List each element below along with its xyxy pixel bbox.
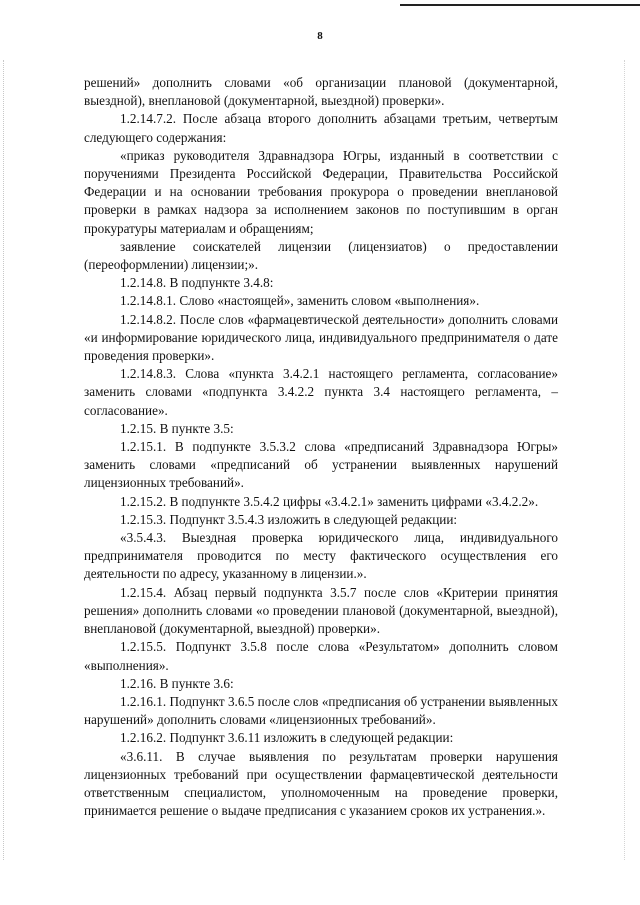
paragraph: «3.5.4.3. Выездная проверка юридического лица, индивидуального предпринимателя проводится по месту фактического осуществления его деятельности по адресу, указанному в лицензии.». [84, 530, 558, 582]
paragraph: заявление соискателей лицензии (лицензиатов) о предоставлении (переоформлении) лицензии;». [84, 238, 558, 273]
paragraph: 1.2.16. В пункте 3.6: [120, 675, 234, 691]
paragraph: 1.2.16.2. Подпункт 3.6.11 изложить в следующей редакции: [120, 730, 454, 746]
top-rule [400, 4, 640, 6]
document-body [84, 74, 558, 820]
paragraph: «приказ руководителя Здравнадзора Югры, изданный в соответствии с поручениями Президента Российской Федерации, Правительства Российской Федерации и на основании требования прокурора о проведении внеплановой проверки в рамках надзора за исполнением законов по поступившим в орган прокуратуры материалам и обращениям; [84, 147, 558, 236]
paragraph: 1.2.15.4. Абзац первый подпункта 3.5.7 после слов «Критерии принятия решения» дополнить словами «о проведении плановой (документарной, выездной), внеплановой (документарной, выездной) проверки». [84, 584, 558, 637]
paragraph: 1.2.15.2. В подпункте 3.5.4.2 цифры «3.4.2.1» заменить цифрами «3.4.2.2». [120, 493, 539, 509]
paragraph: 1.2.15. В пункте 3.5: [120, 420, 234, 436]
page-number: 8 [317, 30, 323, 42]
paragraph: 1.2.15.3. Подпункт 3.5.4.3 изложить в следующей редакции: [120, 511, 458, 527]
paragraph: 1.2.15.1. В подпункте 3.5.3.2 слова «предписаний Здравнадзора Югры» заменить словами «предписаний об устранении выявленных нарушений лицензионных требований». [84, 439, 558, 491]
paragraph: 1.2.14.8.1. Слово «настоящей», заменить словом «выполнения». [120, 293, 480, 309]
scan-margin-right [624, 60, 626, 860]
paragraph: 1.2.14.8.3. Слова «пункта 3.4.2.1 настоящего регламента, согласование» заменить словами «подпункта 3.4.2.2 пункта 3.4 настоящего регламента, – согласование». [84, 366, 558, 418]
paragraph: 1.2.14.8. В подпункте 3.4.8: [120, 275, 274, 291]
scan-margin-left [3, 60, 5, 860]
paragraph: 1.2.14.8.2. После слов «фармацевтической деятельности» дополнить словами «и информирование юридического лица, индивидуального предпринимателя о дате проведения проверки». [84, 311, 558, 364]
paragraph: 1.2.14.7.2. После абзаца второго дополнить абзацами третьим, четвертым следующего содержания: [84, 111, 558, 145]
paragraph: 1.2.15.5. Подпункт 3.5.8 после слова «Результатом» дополнить словом «выполнения». [84, 639, 558, 673]
paragraph: «3.6.11. В случае выявления по результатам проверки нарушения лицензионных требований при осуществлении фармацевтической деятельности ответственным специалистом, уполномоченным на проведение проверки, принимается решение о выдаче предписания с указанием сроков их устранения.». [84, 748, 558, 819]
paragraph: 1.2.16.1. Подпункт 3.6.5 после слов «предписания об устранении выявленных нарушений» дополнить словами «лицензионных требований». [84, 693, 558, 728]
paragraph: решений» дополнить словами «об организации плановой (документарной, выездной), внеплановой (документарной, выездной) проверки». [84, 75, 558, 109]
